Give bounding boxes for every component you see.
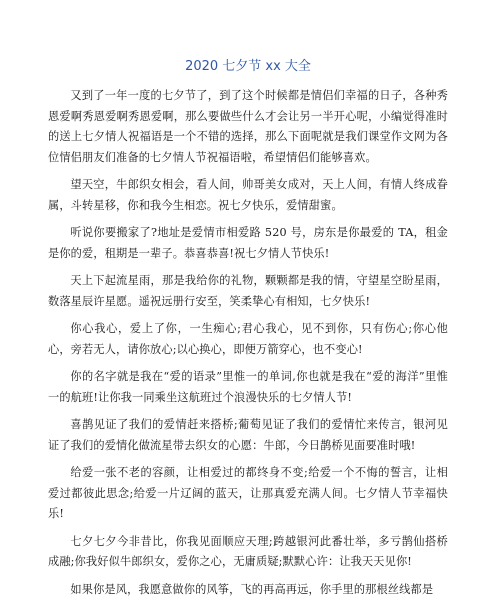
paragraph-blessing-2: 听说你要搬家了?地址是爱情市相爱路 520 号，房东是你最爱的 TA，租金是你的爱，租期是一辈子。恭喜恭喜!祝七夕情人节快乐! xyxy=(48,223,448,264)
paragraph-blessing-7: 给爱一张不老的容颜，让相爱过的都终身不变;给爱一个不悔的誓言，让相爱过都彼此思念;给爱一片辽阔的蓝天，让那真爱充满人间。七夕情人节幸福快乐! xyxy=(48,463,448,525)
paragraph-blessing-8: 七夕七夕今非昔比，你我见面顺应天理;跨越银河此番壮举，多亏鹊仙搭桥成融;你我好似牛郎织女，爱你之心，无庸质疑;默默心许：让我天天见你! xyxy=(48,532,448,573)
paragraph-intro: 又到了一年一度的七夕节了，到了这个时候都是情侣们幸福的日子，各种秀恩爱啊秀恩爱啊秀恩爱啊，那么要做些什么才会让另一半开心呢，小编觉得准时的送上七夕情人祝福语是一个不错的选择，那么下面呢就是我们课堂作文网为各位情侣朋友们准备的七夕情人节祝福语啦，希望情侣们能够喜欢。 xyxy=(48,86,448,168)
paragraph-blessing-3: 天上下起流星雨，那是我给你的礼物，颗颗都是我的情，守望星空盼星雨，数落星辰许星愿。遥祝远册行安至，笑柔挚心有相知，七夕快乐! xyxy=(48,271,448,312)
paragraph-blessing-9: 如果你是风，我愿意做你的风筝，飞的再高再远，你手里的那根丝线都是 xyxy=(48,580,448,600)
paragraph-blessing-6: 喜鹊见证了我们的爱情赶来搭桥;葡萄见证了我们的爱情忙来传言，银河见证了我们的爱情化做流星带去织女的心愿：牛郎，今日鹊桥见面要准时哦! xyxy=(48,415,448,456)
paragraph-blessing-1: 望天空，牛郎织女相会，看人间，帅哥美女成对，天上人间，有情人终成眷属，斗转星移，你和我今生相恋。祝七夕快乐，爱情甜蜜。 xyxy=(48,175,448,216)
paragraph-blessing-4: 你心我心，爱上了你，一生痴心;君心我心，见不到你，只有伤心;你心他心，旁若无人，请你放心;以心换心，即便万箭穿心，也不变心! xyxy=(48,319,448,360)
document-title: 2020 七夕节 xx 大全 xyxy=(48,58,448,76)
paragraph-blessing-5: 你的名字就是我在“爱的语录”里惟一的单词,你也就是我在“爱的海洋”里惟一的航班!让你我一同乘坐这航班过个浪漫快乐的七夕情人节! xyxy=(48,367,448,408)
